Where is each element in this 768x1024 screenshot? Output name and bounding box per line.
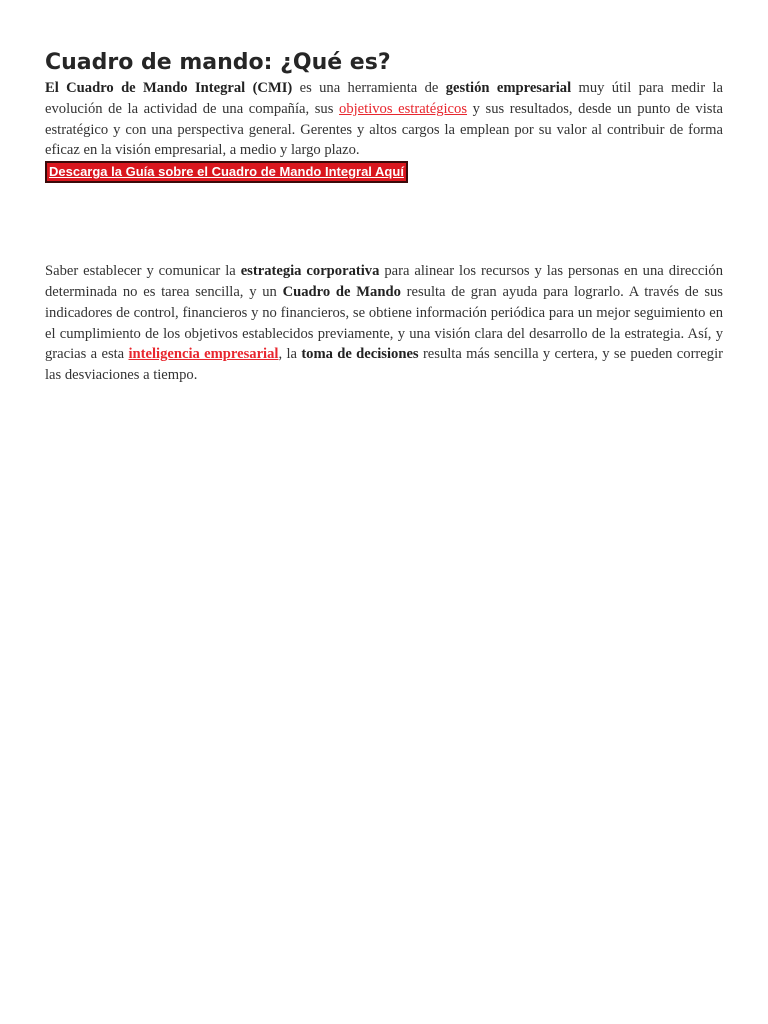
body-text-2: para alinear los recursos y las personas en una dirección determinada no es tarea sencilla, y un — [45, 263, 723, 300]
estrategia-term: estrategia corporativa — [240, 263, 380, 280]
cta-container — [45, 161, 723, 183]
intro-text-2: muy útil para medir la evolución de la actividad de una compañía, sus — [45, 80, 723, 117]
intro-paragraph — [45, 78, 723, 161]
intro-text-1: es una herramienta de — [292, 80, 446, 96]
body-text-5: resulta más sencilla y certera, y se pueden corregir las desviaciones a tiempo. — [45, 346, 723, 384]
inteligencia-empresarial-link[interactable]: inteligencia empresarial — [128, 346, 279, 363]
gestion-term: gestión empresarial — [445, 80, 572, 96]
intro-text-3: y sus resultados, desde un punto de vista estratégico y con una perspectiva general. Gerentes y altos cargos la emplean por su valor al contribuir de forma eficaz en la visión empresarial, a medio y largo plazo. — [45, 100, 723, 159]
cmi-term: El Cuadro de Mando Integral (CMI) — [45, 80, 293, 96]
download-guide-button[interactable]: Descarga la Guía sobre el Cuadro de Mando Integral Aquí — [45, 161, 408, 183]
body-text-3: resulta de gran ayuda para lograrlo. A través de sus indicadores de control, financieros y no financieros, se obtiene información periódica para un mejor seguimiento en el cumplimiento de los objetivos establecidos previamente, y una visión clara del desarrollo de la estrategia. Así, y gracias a esta — [45, 283, 723, 363]
objetivos-estrategicos-link[interactable]: objetivos estratégicos — [339, 100, 468, 117]
spacer — [45, 183, 723, 261]
body-text-4: , la — [278, 346, 302, 363]
page-title: Cuadro de mando: ¿Qué es? — [45, 50, 391, 75]
body-paragraph — [45, 261, 723, 386]
body-text-1: Saber establecer y comunicar la — [45, 263, 241, 280]
decisiones-term: toma de decisiones — [301, 346, 419, 363]
cuadro-term: Cuadro de Mando — [282, 283, 401, 300]
article — [45, 48, 723, 386]
